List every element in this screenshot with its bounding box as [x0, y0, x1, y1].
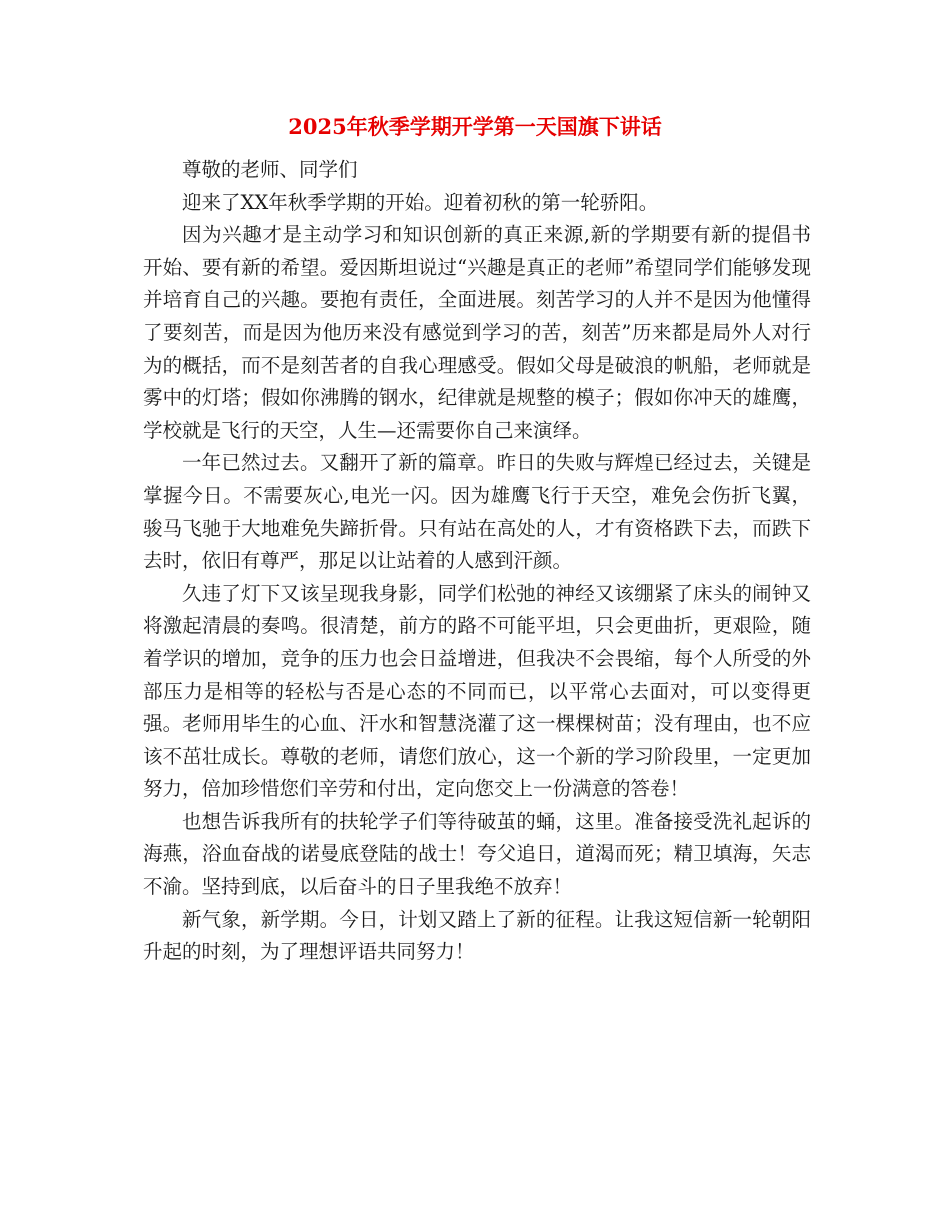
salutation-paragraph: 尊敬的老师、同学们 [182, 158, 358, 181]
document-title: 2025年秋季学期开学第一天国旗下讲话 [288, 114, 662, 139]
body-paragraph: 一年已然过去。又翻开了新的篇章。昨日的失败与辉煌已经过去，关键是掌握今日。不需要灰心,电光一闪。因为雄鹰飞行于天空，难免会伤折飞翼，骏马飞驰于大地难免失蹄折骨。只有站在高处的人，才有资格跌下去，而跌下去时，依旧有尊严，那足以让站着的人感到汗颜。 [143, 451, 811, 573]
document-body [143, 154, 811, 969]
body-paragraph: 因为兴趣才是主动学习和知识创新的真正来源,新的学期要有新的提倡书开始、要有新的希望。爱因斯坦说过“兴趣是真正的老师”希望同学们能够发现并培育自己的兴趣。要抱有责任，全面进展。刻苦学习的人并不是因为他懂得了要刻苦，而是因为他历来没有感觉到学习的苦，刻苦”历来都是局外人对行为的概括，而不是刻苦者的自我心理感受。假如父母是破浪的帆船，老师就是雾中的灯塔；假如你沸腾的钢水，纪律就是规整的模子；假如你冲天的雄鹰，学校就是飞行的天空，人生—还需要你自己来演绎。 [143, 223, 811, 442]
body-paragraph: 也想告诉我所有的扶轮学子们等待破茧的蛹，这里。准备接受洗礼起诉的海燕，浴血奋战的诺曼底登陆的战士！夸父追日，道渴而死；精卫填海，矢志不渝。坚持到底，以后奋斗的日子里我绝不放弃！ [143, 809, 811, 899]
closing-paragraph: 新气象，新学期。今日，计划又踏上了新的征程。让我这短信新一轮朝阳升起的时刻，为了理想评语共同努力！ [143, 907, 811, 964]
body-paragraph: 久违了灯下又该呈现我身影，同学们松弛的神经又该绷紧了床头的闹钟又将激起清晨的奏鸣。很清楚，前方的路不可能平坦，只会更曲折，更艰险，随着学识的增加，竞争的压力也会日益增进，但我决不会畏缩，每个人所受的外部压力是相等的轻松与否是心态的不同而已，以平常心去面对，可以变得更强。老师用毕生的心血、汗水和智慧浇灌了这一棵棵树苗；没有理由，也不应该不茁壮成长。尊敬的老师，请您们放心，这一个新的学习阶段里，一定更加努力，倍加珍惜您们辛劳和付出，定向您交上一份满意的答卷！ [143, 581, 811, 801]
body-paragraph: 迎来了XX年秋季学期的开始。迎着初秋的第一轮骄阳。 [182, 190, 659, 214]
